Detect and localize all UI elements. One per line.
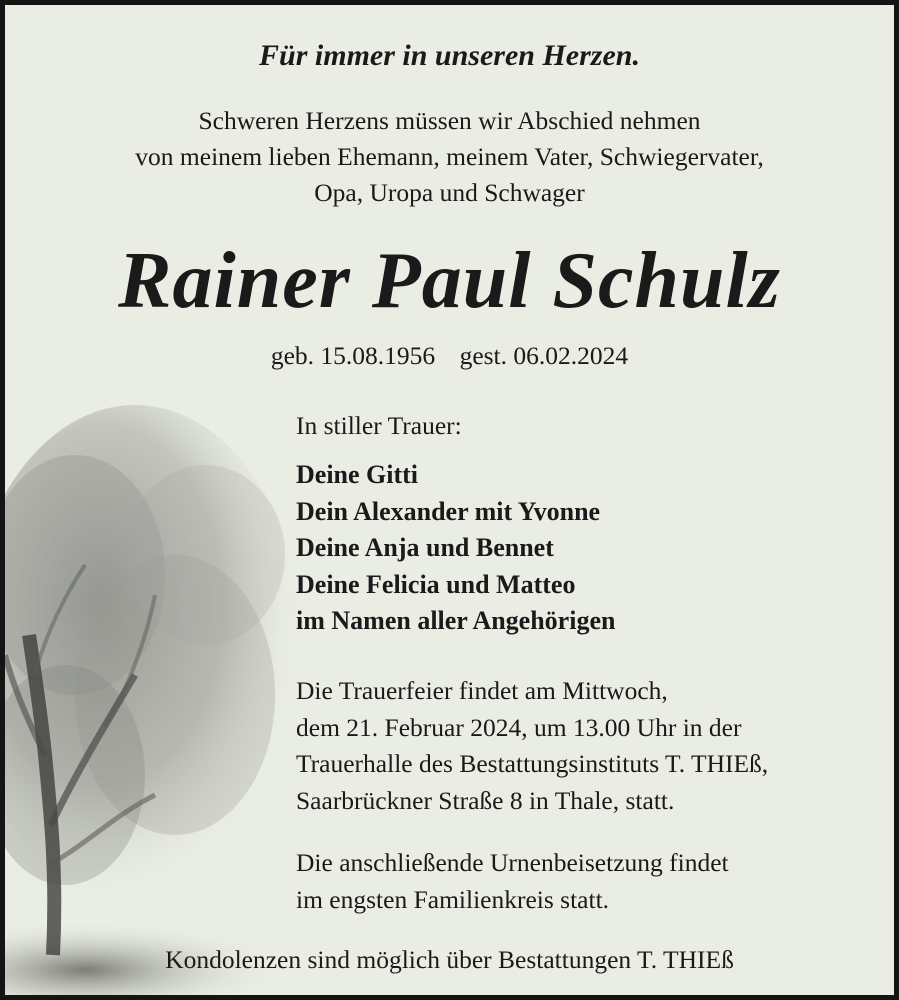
ceremony-line: Die Trauerfeier findet am Mittwoch, [296,676,668,705]
intro-text [5,103,894,211]
tree-illustration [5,395,325,1000]
deceased-name: Rainer Paul Schulz [118,237,781,325]
mourner: Deine Felicia und Matteo [296,569,576,599]
mourner: im Namen aller Angehörigen [296,606,616,635]
birth-date: geb. 15.08.1956 [270,341,436,370]
mourner: Deine Gitti [296,460,419,489]
ceremony-line: Saarbrückner Straße 8 in Thale, statt. [296,785,675,815]
mourner: Dein Alexander mit Yvonne [296,496,601,526]
mourner: Deine Anja und Bennet [296,533,554,562]
death-date: gest. 06.02.2024 [459,341,629,370]
burial-line: Die anschließende Urnenbeisetzung findet [296,848,729,877]
mourners-list [296,457,615,640]
motto: Für immer in unseren Herzen. [259,39,640,72]
intro-line: Schweren Herzens müssen wir Abschied nehmen [198,106,701,135]
intro-line: von meinem lieben Ehemann, meinem Vater, Schwiegervater, [135,142,764,171]
ceremony-info [296,673,768,819]
ceremony-line: Trauerhalle des Bestattungsinstituts T. THIEß, [296,749,769,778]
burial-info [296,845,729,918]
mourning-label: In stiller Trauer: [296,411,462,440]
intro-line: Opa, Uropa und Schwager [314,178,585,207]
ceremony-line: dem 21. Februar 2024, um 13.00 Uhr in der [296,712,742,742]
life-dates [5,341,894,371]
burial-line: im engsten Familienkreis statt. [296,884,610,914]
condolences-note: Kondolenzen sind möglich über Bestattungen T. THIEß [165,945,734,974]
